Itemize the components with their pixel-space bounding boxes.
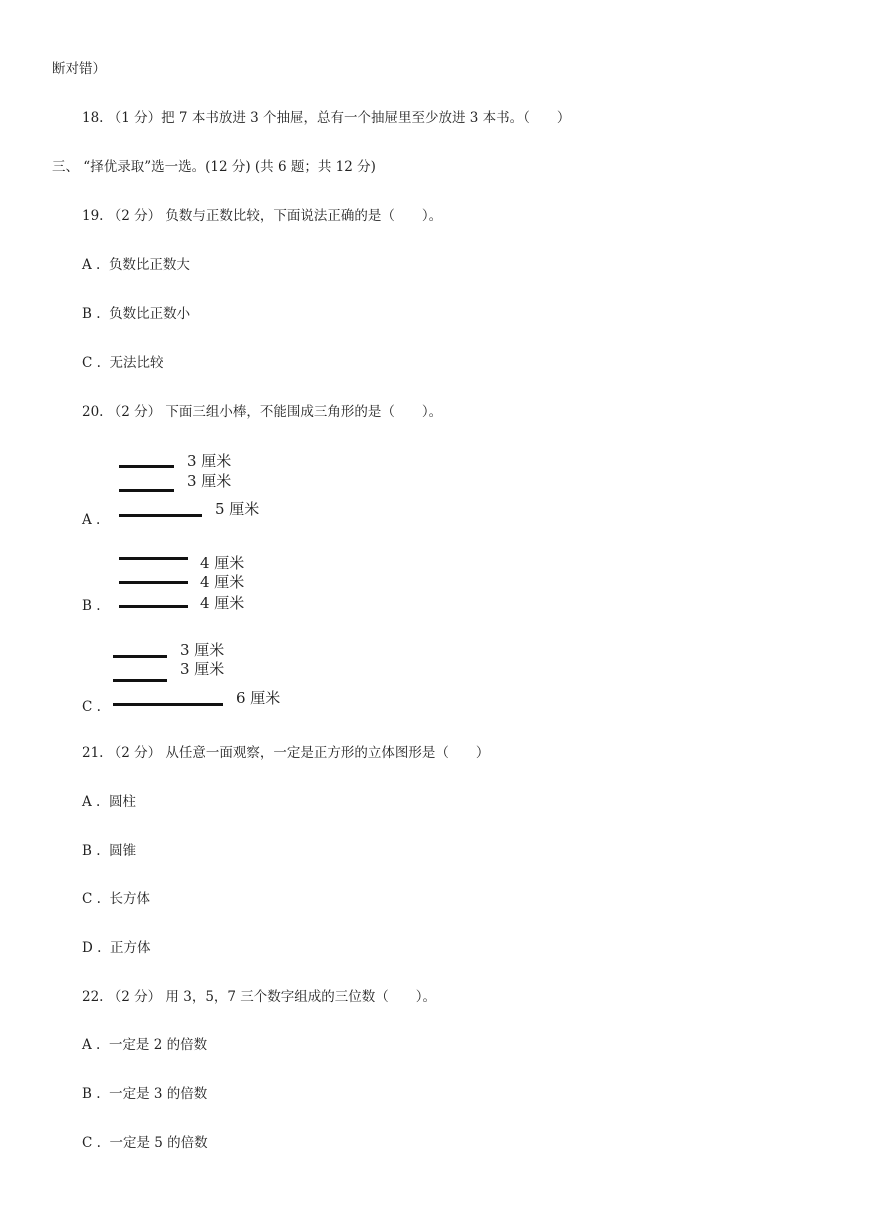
option-text: 长方体 — [109, 891, 151, 907]
question-20-stem: 20. （2 分） 下面三组小棒，不能围成三角形的是（ ）。 — [82, 404, 443, 420]
q20-option-b-label: B . — [82, 598, 101, 614]
q19-option-c — [82, 354, 164, 372]
stick-b2-label: 4 厘米 — [200, 573, 245, 591]
stick-a2 — [119, 489, 174, 492]
stick-a1 — [119, 465, 174, 468]
stick-c3 — [113, 703, 223, 706]
q21-option-d — [82, 939, 151, 957]
option-label: C . — [82, 355, 101, 371]
section-3-heading: 三、 “择优录取”选一选。(12 分) (共 6 题；共 12 分) — [52, 159, 376, 175]
q21-option-a — [82, 793, 136, 811]
stick-b3-label: 4 厘米 — [200, 594, 245, 612]
stick-c2-label: 3 厘米 — [180, 660, 225, 678]
stick-b2 — [119, 581, 188, 584]
option-text: 圆锥 — [109, 843, 137, 859]
stick-a2-label: 3 厘米 — [187, 472, 232, 490]
continuation-text: 断对错） — [52, 61, 106, 77]
option-text: 负数比正数大 — [108, 257, 190, 273]
question-18: 18. （1 分）把 7 本书放进 3 个抽屉，总有一个抽屉里至少放进 3 本书。（ ） — [82, 110, 571, 126]
stick-c1-label: 3 厘米 — [180, 641, 225, 659]
q22-option-a — [82, 1036, 207, 1054]
stick-a3-label: 5 厘米 — [215, 500, 260, 518]
stick-a3 — [119, 514, 202, 517]
option-label: C . — [82, 891, 101, 907]
stick-c2 — [113, 679, 167, 682]
option-text: 正方体 — [110, 940, 151, 956]
option-text: 一定是 2 的倍数 — [108, 1037, 208, 1053]
option-label: A . — [82, 257, 101, 273]
option-text: 负数比正数小 — [109, 306, 191, 322]
option-text: 一定是 5 的倍数 — [109, 1135, 208, 1151]
q21-option-b — [82, 842, 136, 860]
q21-option-c — [82, 890, 150, 908]
option-label: A . — [82, 1037, 101, 1053]
option-text: 一定是 3 的倍数 — [109, 1086, 208, 1102]
q19-option-b — [82, 305, 190, 323]
option-label: B . — [82, 843, 101, 859]
stick-c3-label: 6 厘米 — [236, 689, 281, 707]
option-label: C . — [82, 1135, 101, 1151]
q20-option-c-label: C . — [82, 699, 101, 715]
stick-c1 — [113, 655, 167, 658]
q20-option-a-label: A . — [82, 512, 101, 528]
stick-b1 — [119, 557, 188, 560]
option-label: B . — [82, 1086, 101, 1102]
option-text: 无法比较 — [109, 355, 164, 371]
q19-option-a — [82, 256, 190, 274]
q22-option-b — [82, 1085, 207, 1103]
option-text: 圆柱 — [108, 794, 136, 810]
question-22-stem: 22. （2 分） 用 3，5，7 三个数字组成的三位数（ ）。 — [82, 989, 437, 1005]
question-21-stem: 21. （2 分） 从任意一面观察，一定是正方形的立体图形是（ ） — [82, 745, 490, 761]
stick-b1-label: 4 厘米 — [200, 554, 245, 572]
option-label: D . — [82, 940, 102, 956]
stick-a1-label: 3 厘米 — [187, 452, 232, 470]
stick-b3 — [119, 605, 188, 608]
q22-option-c — [82, 1134, 208, 1152]
option-label: B . — [82, 306, 101, 322]
question-19-stem: 19. （2 分） 负数与正数比较，下面说法正确的是（ ）。 — [82, 208, 443, 224]
option-label: A . — [82, 794, 101, 810]
